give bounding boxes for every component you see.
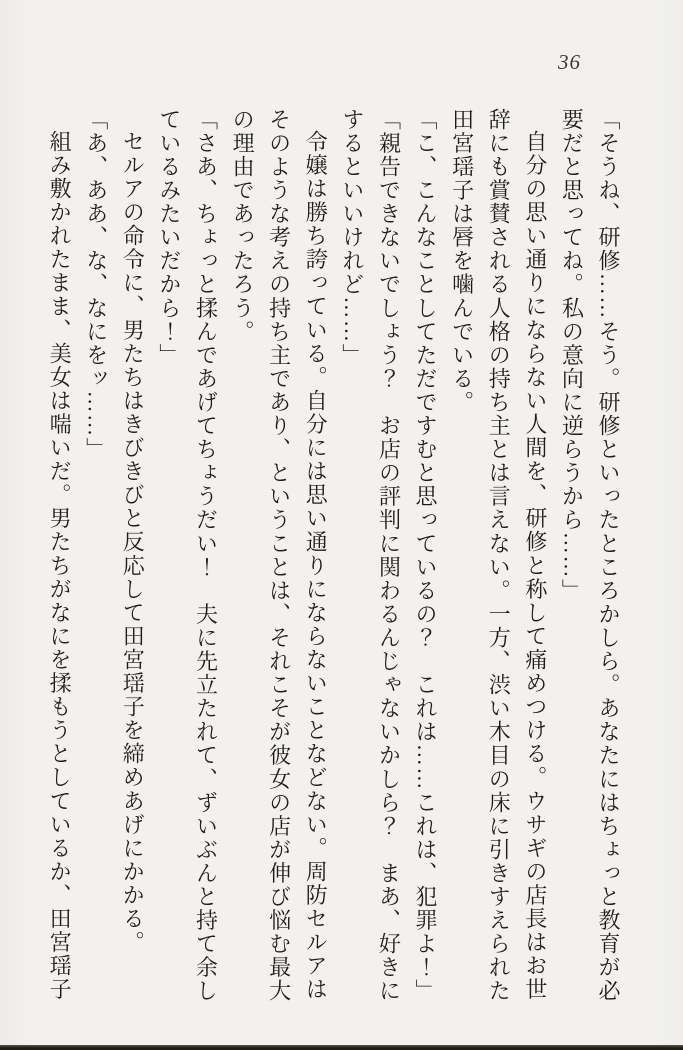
paragraph: 自分の思い通りにならない人間を、研修と称して痛めつける。ウサギの店長はお世辞にも賞賛される人格の持ち主とは言えない。一方、渋い木目の床に引きすえられた田宮瑶子は唇を噛んでいる。 [449,108,548,1003]
paragraph: 「そうね、研修……そう。研修といったところかしら。あなたにはちょっと教育が必要だと思ってね。私の意向に逆らうから……」 [559,108,621,1003]
body-text [41,108,627,1005]
paragraph: 「こ、こんなことしてただですむと思っているの？ これは……これは、犯罪よ！」 [413,108,439,1003]
paragraph: 組み敷かれたまま、美女は喘いだ。男たちがなにを揉もうとしているか、田宮瑶子 [47,130,73,1002]
paragraph: 「親告できないでしょう？ お店の評判に関わるんじゃないかしら？ まあ、好きにするといいけれど……」 [339,108,402,1003]
paragraph: 「さあ、ちょっと揉んであげてちょうだい！ 夫に先立たれて、ずいぶんと持て余しているみたいだから！」 [156,108,219,1003]
paragraph: 「あ、ああ、な、なにをッ……」 [83,108,109,462]
page-number: 36 [558,50,581,74]
paragraph: セルアの命令に、男たちはきびきびと反応して田宮瑶子を締めあげにかかる。 [120,130,146,955]
scan-edge-shadow [0,1045,683,1050]
paragraph: 令嬢は勝ち誇っている。自分には思い通りにならないことなどない。周防セルアはそのような考えの持ち主であり、ということは、それこそが彼女の店が伸び悩む最大の理由であったろう。 [230,108,329,1003]
